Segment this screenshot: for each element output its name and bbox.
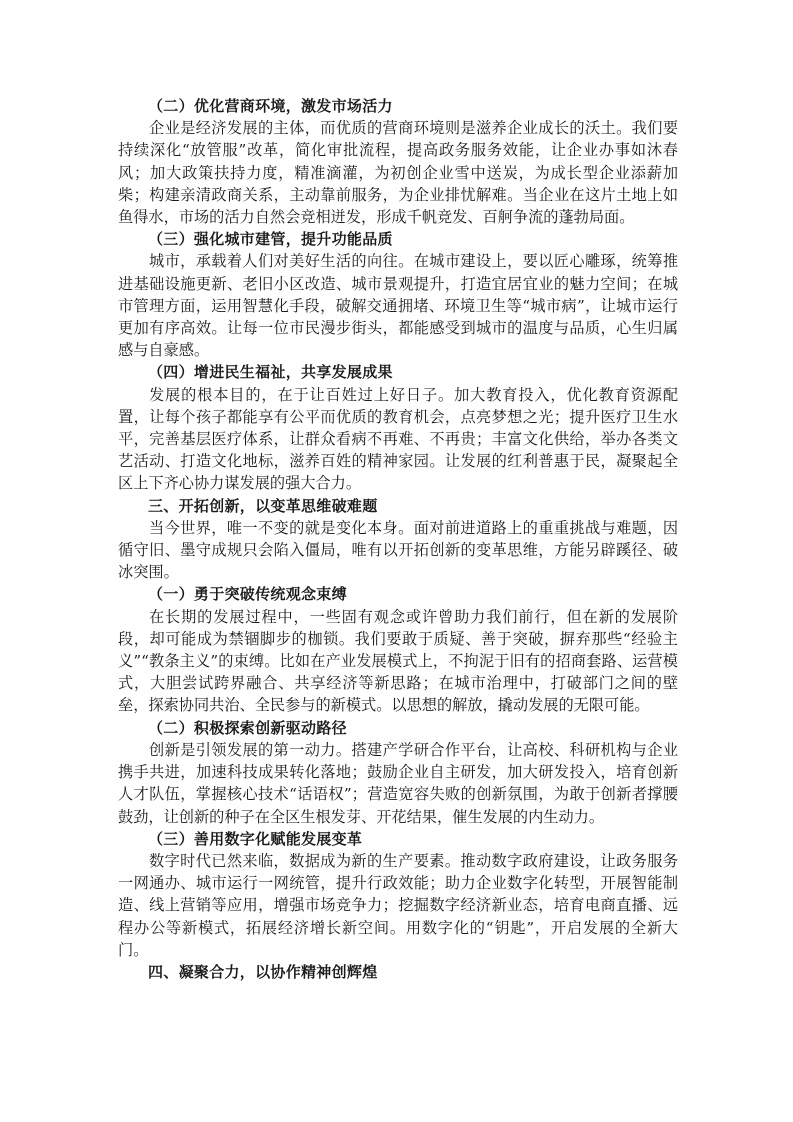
paragraph: 城市，承载着人们对美好生活的向往。在城市建设上，要以匠心雕琢，统筹推进基础设施更新、老旧小区改造、城市景观提升，打造宜居宜业的魅力空间；在城市管理方面，运用智慧化手段，破解交通拥堵、环境卫生等“城市病”，让城市运行更加有序高效。让每一位市民漫步街头，都能感受到城市的温度与品质，心生归属感与自豪感。 (118, 252, 678, 360)
paragraph: 企业是经济发展的主体，而优质的营商环境则是滋养企业成长的沃土。我们要持续深化“放管服”改革，简化审批流程，提高政务服务效能，让企业办事如沐春风；加大政策扶持力度，精准滴灌，为初创企业雪中送炭，为成长型企业添薪加柴；构建亲清政商关系，主动靠前服务，为企业排忧解难。当企业在这片土地上如鱼得水，市场的活力自然会竞相迸发，形成千帆竞发、百舸争流的蓬勃局面。 (118, 119, 678, 227)
section-heading: （二）积极探索创新驱动路径 (148, 718, 347, 737)
section-heading: （一）勇于突破传统观念束缚 (148, 585, 347, 604)
section-heading: （三）强化城市建管，提升功能品质 (148, 230, 393, 249)
paragraph: 在长期的发展过程中，一些固有观念或许曾助力我们前行，但在新的发展阶段，却可能成为禁锢脚步的枷锁。我们要敢于质疑、善于突破，摒弃那些“经验主义”“教条主义”的束缚。比如在产业发展模式上，不拘泥于旧有的招商套路、运营模式，大胆尝试跨界融合、共享经济等新思路；在城市治理中，打破部门之间的壁垒，探索协同共治、全民参与的新模式。以思想的解放，撬动发展的无限可能。 (118, 607, 678, 715)
section-heading: 四、凝聚合力，以协作精神创辉煌 (148, 962, 378, 981)
paragraph: 发展的根本目的，在于让百姓过上好日子。加大教育投入，优化教育资源配置，让每个孩子都能享有公平而优质的教育机会，点亮梦想之光；提升医疗卫生水平，完善基层医疗体系，让群众看病不再难、不再贵；丰富文化供给，举办各类文艺活动、打造文化地标，滋养百姓的精神家园。让发展的红利普惠于民，凝聚起全区上下齐心协力谋发展的强大合力。 (118, 385, 678, 493)
document-body (118, 95, 678, 983)
section-heading: （二）优化营商环境，激发市场活力 (148, 97, 393, 115)
section-heading: 三、开拓创新，以变革思维破难题 (148, 496, 378, 515)
section-heading: （三）善用数字化赋能发展变革 (148, 829, 363, 848)
paragraph: 数字时代已然来临，数据成为新的生产要素。推动数字政府建设，让政务服务一网通办、城市运行一网统管，提升行政效能；助力企业数字化转型，开展智能制造、线上营销等应用，增强市场竞争力；挖掘数字经济新业态，培育电商直播、远程办公等新模式，拓展经济增长新空间。用数字化的“钥匙”，开启发展的全新大门。 (118, 851, 678, 959)
paragraph: 创新是引领发展的第一动力。搭建产学研合作平台，让高校、科研机构与企业携手共进，加速科技成果转化落地；鼓励企业自主研发，加大研发投入，培育创新人才队伍，掌握核心技术“话语权”；营造宽容失败的创新氛围，为敢于创新者撑腰鼓劲，让创新的种子在全区生根发芽、开花结果，催生发展的内生动力。 (118, 740, 678, 826)
paragraph: 当今世界，唯一不变的就是变化本身。面对前进道路上的重重挑战与难题，因循守旧、墨守成规只会陷入僵局，唯有以开拓创新的变革思维，方能另辟蹊径、破冰突围。 (118, 518, 678, 582)
section-heading: （四）增进民生福祉，共享发展成果 (148, 363, 393, 382)
